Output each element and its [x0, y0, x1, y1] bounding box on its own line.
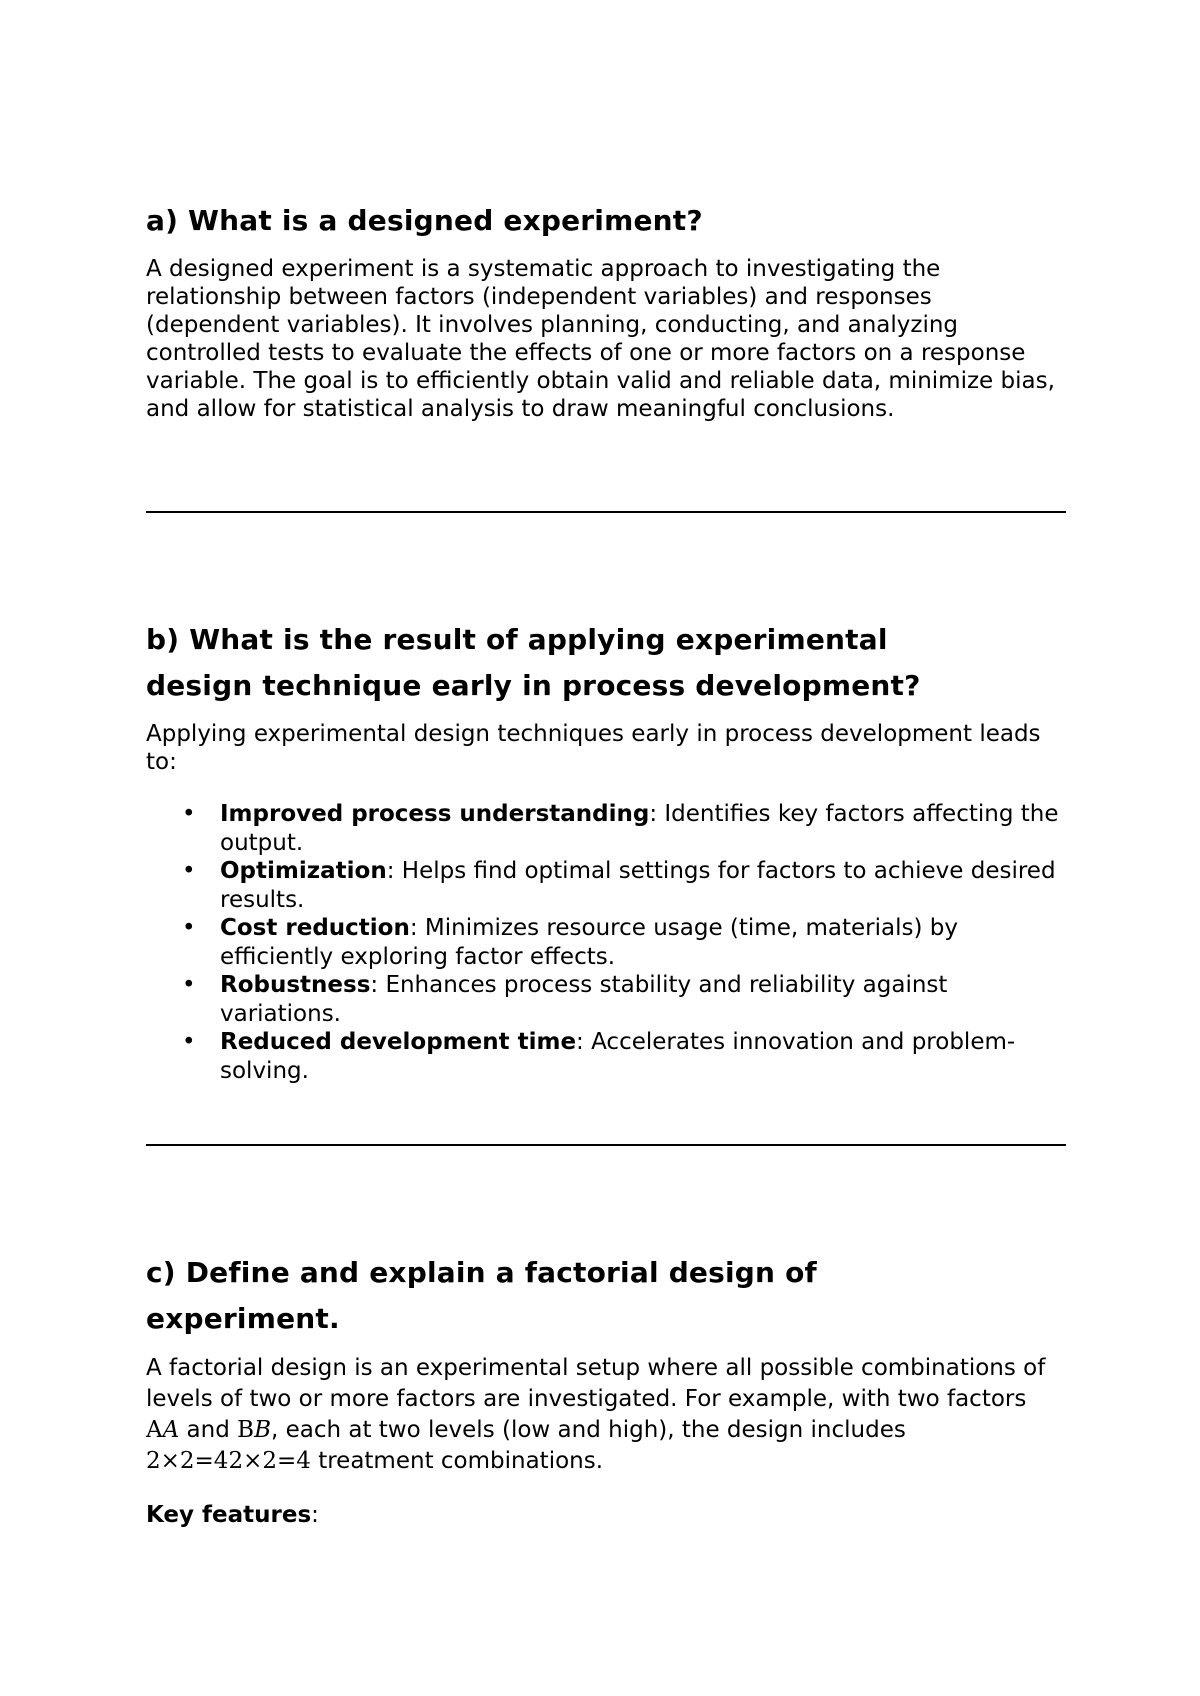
list-item-term: Cost reduction — [220, 915, 410, 941]
bullet-icon: • — [182, 972, 196, 998]
list-item-desc: : Identifies key factors affecting the output. — [220, 801, 1059, 856]
list-item-term: Improved process understanding — [220, 801, 650, 827]
section-c-heading — [146, 1250, 1066, 1342]
section-c-body-text: , each at two levels (low and high), the design includes — [270, 1417, 906, 1443]
list-item — [146, 857, 1066, 914]
section-c-body — [146, 1353, 1066, 1477]
treatment-formula: 2×2=42×2=4 — [146, 1448, 311, 1474]
section-b-heading-line2: design technique early in process development? — [146, 669, 921, 702]
section-b-heading-line1: b) What is the result of applying experimental — [146, 623, 888, 656]
factor-b-italic: B — [254, 1417, 271, 1443]
results-list — [146, 800, 1066, 1085]
section-a-heading: a) What is a designed experiment? — [146, 204, 703, 237]
list-item-desc: : Helps find optimal settings for factors to achieve desired results. — [220, 858, 1056, 913]
section-c-body-text: A factorial design is an experimental setup where all possible combinations of levels of two or more factors are investigated. For example, with two factors — [146, 1355, 1046, 1412]
section-b — [146, 617, 1066, 1085]
bullet-icon: • — [182, 1029, 196, 1055]
list-item-term: Reduced development time — [220, 1029, 577, 1055]
list-item-desc: : Minimizes resource usage (time, materials) by efficiently exploring factor effects. — [220, 915, 958, 970]
section-b-heading — [146, 617, 1066, 709]
list-item — [146, 800, 1066, 857]
list-item — [146, 1028, 1066, 1085]
section-a — [146, 198, 1066, 423]
section-a-body: A designed experiment is a systematic approach to investigating the relationship between factors (independent variables) and responses (dependent variables). It involves planning, conducting, and analyzing controlled tests to evaluate the effects of one or more factors on a response variable. The goal is to efficiently obtain valid and reliable data, minimize bias, and allow for statistical analysis to draw meaningful conclusions. — [146, 256, 1055, 422]
key-features-colon: : — [311, 1502, 319, 1528]
section-c-heading-line1: c) Define and explain a factorial design of — [146, 1256, 817, 1289]
section-c-body-text: treatment combinations. — [310, 1448, 604, 1474]
section-c — [146, 1250, 1066, 1529]
key-features-label — [146, 1501, 1066, 1529]
list-item — [146, 914, 1066, 971]
list-item — [146, 971, 1066, 1028]
section-b-intro: Applying experimental design techniques early in process development leads to: — [146, 721, 1041, 775]
bullet-icon: • — [182, 858, 196, 884]
factor-b-symbol: B — [237, 1417, 255, 1443]
factor-a-italic: A — [162, 1417, 180, 1443]
list-item-desc: : Enhances process stability and reliability against variations. — [220, 972, 948, 1027]
section-c-heading-line2: experiment. — [146, 1302, 340, 1335]
key-features-term: Key features — [146, 1502, 312, 1528]
divider-1 — [146, 511, 1066, 513]
bullet-icon: • — [182, 915, 196, 941]
bullet-icon: • — [182, 801, 196, 827]
factor-a-symbol: A — [146, 1417, 163, 1443]
list-item-desc: : Accelerates innovation and problem-solving. — [220, 1029, 1016, 1084]
list-item-term: Robustness — [220, 972, 371, 998]
divider-2 — [146, 1144, 1066, 1146]
list-item-term: Optimization — [220, 858, 387, 884]
section-c-body-text: and — [179, 1417, 238, 1443]
